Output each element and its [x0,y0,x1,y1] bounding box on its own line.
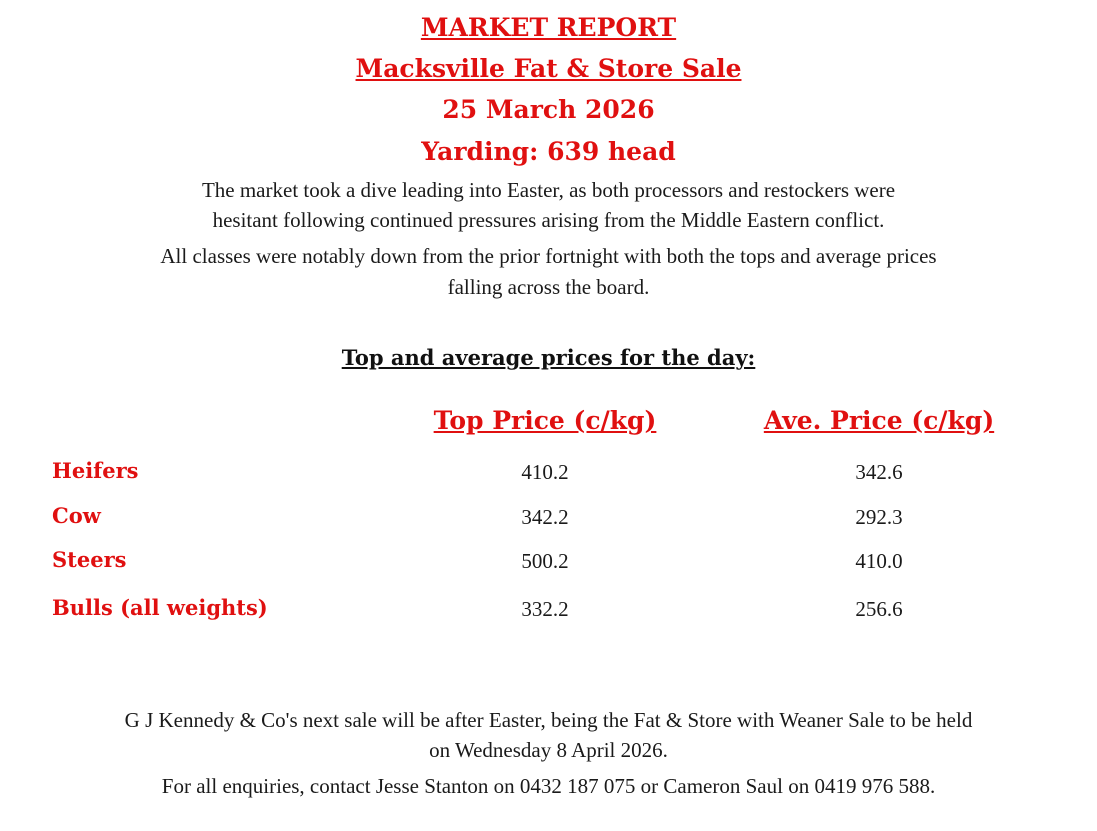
intro-line-2: hesitant following continued pressures arising from the Middle Eastern conflict. [212,208,885,232]
column-header-top-price: Top Price (c/kg) [433,406,657,435]
column-header-ave-price: Ave. Price (c/kg) [763,406,995,435]
sale-name: Macksville Fat & Store Sale [355,54,742,83]
row-label-heifers: Heifers [52,458,139,483]
row-label-bulls: Bulls (all weights) [52,595,268,620]
report-title: MARKET REPORT [420,13,677,42]
intro-line-1: The market took a dive leading into Easter, as both processors and restockers were [201,178,896,202]
intro-line-4: falling across the board. [447,275,650,299]
row-label-steers: Steers [52,547,127,572]
intro-line-3: All classes were notably down from the prior fortnight with both the tops and average prices [160,244,937,268]
footer-contact: For all enquiries, contact Jesse Stanton on 0432 187 075 or Cameron Saul on 0419 976 588. [161,774,936,798]
prices-heading: Top and average prices for the day: [341,345,756,370]
row-label-cow: Cow [52,503,101,528]
ave-price-heifers: 342.6 [855,460,903,484]
top-price-cow: 342.2 [521,505,569,529]
ave-price-cow: 292.3 [855,505,903,529]
ave-price-steers: 410.0 [855,549,903,573]
sale-date: 25 March 2026 [442,95,655,124]
top-price-steers: 500.2 [521,549,569,573]
top-price-bulls: 332.2 [521,597,569,621]
ave-price-bulls: 256.6 [855,597,903,621]
footer-line-1: G J Kennedy & Co's next sale will be after Easter, being the Fat & Store with Weaner Sale to be held [124,708,973,732]
top-price-heifers: 410.2 [521,460,569,484]
yarding-count: Yarding: 639 head [421,137,676,166]
footer-line-2: on Wednesday 8 April 2026. [429,738,668,762]
